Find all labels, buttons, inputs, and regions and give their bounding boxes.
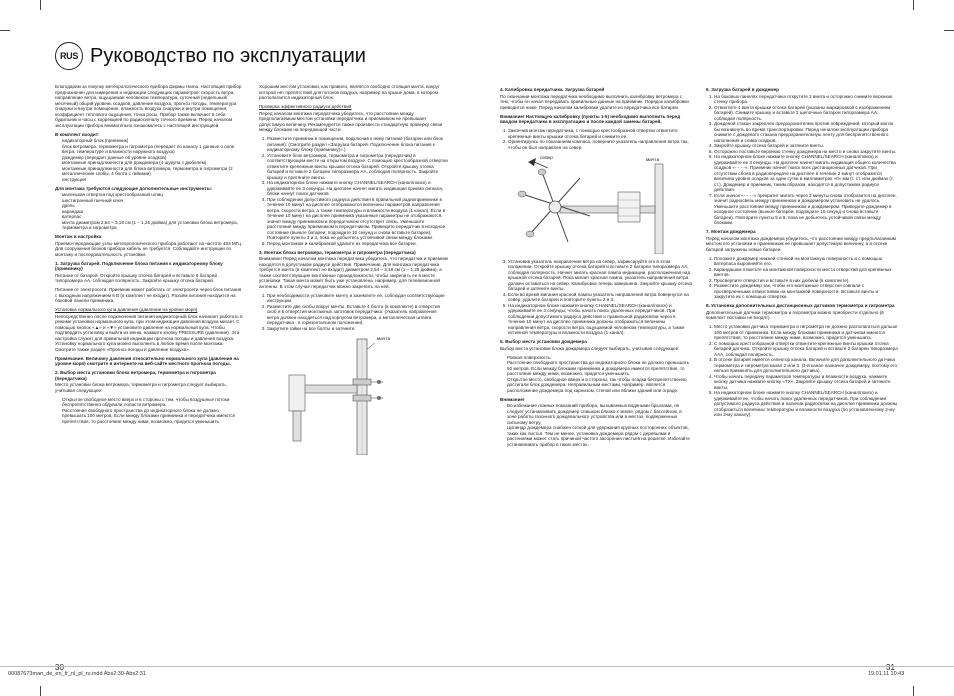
list-item: 2. Отвинтите 4 винта крышки отсека батарей (указаны маркировкой с изображением батарей). Снимите крышку и вставьте 2 щелочные батареи типоразмера АА, соблюдая полярность. — [714, 105, 898, 122]
footer-timestamp: 19.01.11 10:43 — [868, 671, 905, 677]
wind-vane-drawing — [500, 154, 690, 254]
page-number-left: 30 — [55, 663, 64, 672]
range-check-list — [259, 136, 449, 246]
mast-label: мачта — [646, 157, 660, 163]
page-number-right: 31 — [886, 663, 895, 672]
intro-text: Благодарим за покупку метеорологического прибора фирмы Hama. Настоящий прибор предназначен для измерения и индикации следующих параметров: скорость ветра, направление ветра, ощущаемая человеком температура, суточный (недельный/месячный) общий уровень осадков, давление воздуха, прогноз погоды, температура снаружи и внутри помещения, влажность воздуха снаружи и внутри помещения, коэффициент теплового ощущения, точка росы. Прибор также включает в себя будильник и часы с коррекцией по радиосигналу точного времени. Перед началом эксплуатации прибора внимательно ознакомьтесь с настоящей инструкцией. — [55, 84, 242, 128]
calibration-list-continued — [500, 259, 692, 336]
column-4 — [706, 84, 898, 659]
mast-drawing — [259, 335, 439, 455]
list-item: 5. На индикаторном блоке нажмите кнопку CHANNEL/SEARCH (канал/поиск) и удерживайте ее, чтобы начать поиск удаленных передатчиков. При соблюдении допустимого радиуса действия и наличии радиосвязи на дисплее приемника должны отобразиться величины температуры и влажности воздуха (по установленному 2-му или 3-му каналу). — [714, 390, 898, 418]
section-4-heading: 4. Калибровка передатчика. Загрузка батарей — [500, 87, 605, 92]
list-item: 3. Установив указатель направления ветра на север, зафиксируйте его в этом положении. Откройте крышку отсека батарей и вставьте 2 батареи типоразмера АА, соблюдая полярность. Начнет мигать красная лампа индикации, расположенная над крышкой отсека батарей. Пока мигает красная лампа, указатель направления ветра должен оставаться на север. Калибровка теперь завершена. Закройте крышку отсека батарей и затяните винты. — [508, 259, 692, 292]
list-item: • Открытое свободное место вверх и в стороны с тем, чтобы воздушные потоки беспрепятственно обдували лопасти ветромера. — [62, 397, 243, 408]
list-item: 2. С помощью крестообразной отвертки отвинтите крепежные винты крышки отсека батарей датчика. Откройте крышку отсека батарей и вставьте 2 батареи типоразмера ААА, соблюдая полярность. — [714, 341, 898, 358]
calibration-list — [500, 128, 692, 150]
section-5-heading: 5. Выбор места установки дождемера — [500, 339, 587, 344]
section-8-heading: 8. Установка дополнительных дистанционных датчиков термометра и гигрометра — [706, 303, 895, 308]
page-title: Руководство по эксплуатации — [90, 44, 366, 67]
list-item: • блок ветромера, термометра и гигрометра (передает по каналу 1 данные о силе ветра, температуре и влажности наружного воздуха) — [62, 144, 243, 155]
list-item: • монтажные принадлежности для дождемера (4 шурупа с дюбелем) — [62, 160, 243, 166]
list-item: 4. Закройте крышку отсека батарей и затяните винты. — [714, 143, 898, 149]
list-item: • инструкция — [62, 177, 243, 183]
wind-vane-illustration — [500, 154, 692, 254]
list-item: 3. Дождевой стакан закреплен предохранителем против повреждений, который могли бы возникнуть во время транспортировки. Перед началом эксплуатации прибора снимите с дождевого стакана предохранительную ленту для беспрепятственного наполнения и слива осадков. — [714, 121, 898, 143]
list-item: 4. Если во время мигания красной лампы указатель направления ветра повернулся на север, удалите батареи и повторите пункты 2 и 3. — [508, 292, 692, 303]
page-header — [55, 42, 366, 70]
crop-mark — [40, 686, 41, 696]
install-text: Приемо-передающие узлы метеорологического прибора работают на частоте 433 МГц. Для сооружения блоков прибора кабель не требуется. Соблюдайте инструкции по монтажу и последовательность установки. — [55, 240, 243, 257]
list-item: 3. В отсеке батарей имеется селектор канала. Включите для дополнительного датчика термометра и гигрометра канал 2 или 3. (1-й канал назначен дождемеру, поэтому его нельзя применять для дополнительного датчика). — [714, 357, 898, 374]
section-6-heading: 6. Загрузка батарей в дождемер — [706, 87, 779, 92]
section-8-text: Дополнительные датчики термометра и гигрометра можно приобрести отдельно (в комплект поставки не входят). — [706, 309, 884, 320]
section-2-heading: 2. Выбор места установки блока ветромера, термометра и гигрометра (передатчика) — [55, 370, 216, 381]
list-item: 5. На индикаторном блоке нажмите кнопку CHANNEL/SEARCH (канал/поиск) и удерживайте ее 3 секунды, чтобы начать поиск удаленных передатчиков. При соблюдении допустимого радиуса действия и правильной радиосвязи через в течение 10 минут на дисплее приемника должны отобразиться величины направления ветра, скорости ветра, ощущаемой человеком температуры, а также истинной температуры и влажности воздуха (1 канал). — [508, 303, 692, 336]
list-item: 1. На боковых панелях передатчика открутите 2 винта и осторожно снимите верхнюю стенку прибора. — [714, 94, 898, 105]
crop-mark — [913, 0, 914, 10]
section-5-warning-list — [500, 403, 692, 447]
list-item: • карандаш — [62, 209, 243, 215]
list-item: • Цилиндр дождемера снабжен сеткой для удержания крупных посторонних объектов, таких как листья. Тем не менее, установка дождемера рядом с деревьями и растениями может стать причиной частого засорения листьев на решетке. Избегайте устанавливать прибор в таких местах. — [507, 425, 692, 447]
column-2 — [259, 84, 449, 659]
section-7-text: Перед началом монтажа дождемера убедитесь, что расстояние между предполагаемым местом его установки и приемником не превышает допустимую величину, а в отсеке батарей загружены новые батареи. — [706, 235, 896, 252]
section-7-list — [706, 256, 898, 300]
list-item: 1. При необходимости установите мачту и заземлите ее, соблюдая соответствующие инструкции. — [267, 293, 449, 304]
placement-text: Хорошим местом установки, как правило, является свободно стоящая мачта, вокруг которой нет препятствий для потоков воздуха, например на крыше дома, в котором располагается индикаторный блок. — [259, 84, 440, 100]
list-item: • дождемер (передает данные об уровне осадков) — [62, 155, 243, 161]
list-item: • маленькая отвертка под крестообразный шлиц — [62, 192, 243, 198]
crop-mark — [0, 30, 10, 31]
list-item: • ватерпас — [62, 214, 243, 220]
column-1 — [55, 84, 243, 659]
footer-filename: 00087673man_de_en_fr_nl_pl_ru.indd Abs2:30-Abs2:31 — [8, 671, 146, 677]
section-2-text: Место установки блока ветромера, термометра и гигрометра следует выбирать, учитывая следующее: — [55, 382, 227, 393]
section-3-list — [259, 293, 449, 332]
section-3-heading: 3. Монтаж блока ветромера, термометра и гигрометра (передатчика) — [259, 249, 416, 255]
crop-mark — [40, 0, 41, 10]
section-5-list — [500, 355, 692, 394]
section-8-list — [706, 324, 898, 418]
section-5-warning-heading: Внимание! — [500, 396, 525, 402]
section-2-list — [55, 397, 243, 425]
list-item: 4. Чтобы начать передачу параметров температуры и влажности воздуха, нажмите кнопку датчика нажмите кнопку «TX». Закройте крышку отсека батарей и затяните винты. — [714, 374, 898, 391]
list-item: 2. Разместите две скобы вокруг мачты. Вставьте 4 болта (в комплекте) в отверстия скоб и в отверстия монтажных заготовок передатчика. (Указатель направления ветра должен находиться над корпусом ветромера, а металлическая штанга передатчика - в горизонтальном положении). — [267, 304, 449, 326]
list-item: • Ровная поверхность. — [507, 355, 692, 361]
list-item: 5. Осторожно поставьте верхнюю стенку дождемера на место и снова закрутите винты. — [714, 149, 898, 155]
list-item: • дрель — [62, 203, 243, 209]
list-item: 1. Положите дождемер нижней стенкой на монтажную поверхность и с помощью ватерпаса выровняйте его. — [714, 256, 898, 267]
list-item: 7. Если значок «- - - -» прекратит мигать через 2 минуты снова отобразится на дисплее, значит радиосвязь между приемником и дождемером установить не удалось. Уменьшите расстояние между приемником и дождемером. Приведите дождемер в исходное состояние (выньте батареи, подождите 10 секунд и снова вставьте батареи). Повторите пункты 5 и 6, пока не добьетесь устойчивой связи между блоками. — [714, 193, 898, 226]
list-item: 4. При соблюдении допустимого радиуса действия в правильной радиоприемнике в течение 10 минут на дисплее отображаются величины параметров направления ветра, скорости ветра, а также температуры и влажности воздуха (1 канал). Если в течение 10 минут на дисплее приемника указанные параметры не отображаются, значит между приемником и передатчиком отсутствует связь. Уменьшите расстояние между приемником и передатчиком. Приведите передатчик в исходное состояние (выньте батареи; подождите 10 секунд и снова вставьте батареи). Повторите пункты 3 и 4, пока не добьетесь устойчивой связи между блоками. — [267, 197, 449, 241]
list-item: 3. На индикаторном блоке нажмите кнопку CHANNEL/SEARCH (канал/поиск) и удерживайте ее 3 секунды. На дисплее начнет мигать индикация приема сигнала, блоки начнут поиск датчиков. — [267, 180, 449, 197]
section-1-text-2: Питание от электросети. Приемник может работать от электросети через блок питания с выходным напряжением 6 В (в комплект не входит). Разъем питания находится на боковой панели приемника. — [55, 287, 242, 303]
tools-list — [55, 192, 243, 231]
mast-mounting-illustration — [259, 335, 449, 455]
list-item: • индикаторный блок (приемник) — [62, 138, 243, 144]
north-label: север — [540, 155, 553, 161]
list-item: 5. Перед монтажом и калибровкой удалите из передатчика все батареи. — [267, 241, 449, 247]
list-item: 2. Карандашом отметьте на монтажной поверхности места отверстий для крепежных винтов. — [714, 267, 898, 278]
section-3-warning: Внимание! Перед началом монтажа передатчика убедитесь, что передатчик и приемник находятся в допустимом радиусе действия. Примечание. Для монтажа передатчика требуется мачта (в комплект не входит) диаметром 2,54 – 3,18 см (1 – 1,25 дюйма), а также соответствующие монтажные принадлежности, чтобы закрепить ее в месте установки. Такая мачта может быть уже установлена, например, для телевизионной антенны. В этом случае передатчик можно закрепить на ней. — [259, 256, 449, 289]
section-4-warning: Внимание! Настоящую калибровку (пункты 1-5) необходимо выполнить перед вводом передатчика в эксплуатацию и после каждой замены батарей. — [500, 113, 681, 124]
section-5-text: Выбор места установки блока дождемера следует выбирать, учитывая следующее: — [500, 345, 680, 351]
list-item: • Во избежание ложных показаний прибора, вызываемых водяными брызгами, не следует устанавливать дождемер слишком близко к земле, рядом с бассейном, в зоне работы газонного дождевального устройства или в местах, подверженных сильному ветру. — [507, 403, 692, 425]
crop-mark — [944, 30, 954, 31]
language-badge: RUS — [55, 42, 83, 70]
list-item: • шестигранный гаечный ключ — [62, 198, 243, 204]
list-item: 2. Ориентируясь по показаниям компаса, поверните указатель направления ветра так, чтобы он был направлен на север. — [508, 139, 692, 150]
pressure-subheading: Установка нормального купа давления (давление на уровне моря) — [55, 307, 198, 312]
list-item: 1. Место установки датчика термометра и гигрометра не должно располагаться дальше 100 метров от приемника. Если между блоками приемника и датчиком имеются препятствия, то расстояние между ними, возможно, придется уменьшить. — [714, 324, 898, 341]
mast-label: мачта — [377, 336, 391, 342]
section-1-heading: 1. Загрузка батарей. Подключение блока питания к индикаторному блоку (приемнику) — [55, 260, 223, 271]
section-4-text: По окончании монтажа передатчика необходимо выполнить калибровку ветромера с тем, чтобы он начал передавать правильные данные на приемник. Порядок калибровки приводится ниже. Перед началом калибровки удалите из передатчика все батареи. — [500, 93, 689, 110]
list-item: 4. Разместите дождемер так, чтобы его монтажные отверстия совпали с просверленными отверстиями на монтажной поверхности. Вставьте винты и закрутите их с помощью отвертки. — [714, 283, 898, 300]
list-item: • Расстояние свободного пространства до индикаторного блока не должно превышать 50 метров. Если между блоками приемника и дождемера имеются препятствия, то расстояние между ними, возможно, придется уменьшить. — [507, 360, 692, 377]
kit-list — [55, 138, 243, 182]
column-3 — [500, 84, 692, 659]
section-1-text-3: Непосредственно после подключения питания индикаторный блок начинает работать в режиме установки нормального купа, при этом индикация давления воздуха мигает. С помощью кнопок «▲» и «▼» установите давление на нормальный купа. Чтобы подтвердить установку и выйти из меню, нажмите кнопку PRESSURE (давление). Эта настройка служит для правильной индикации прогноза погоды и давления воздуха. Установку нормального купа можно выполнить в любое время после монтажа. Смотрите также раздел «Прогноз погоды и давление воздуха». — [55, 313, 243, 352]
list-item: 1. Закончив монтаж передатчика, с помощью крестообразной отвертки отвинтите крепежные винты крышки отсека батарей и снимите ее. — [508, 128, 692, 139]
tools-heading: Для монтажа требуются следующие дополнительные инструменты: — [55, 185, 213, 191]
list-item: 3. Закрутите гайки на все болты и затяните. — [267, 326, 449, 332]
crop-mark — [913, 686, 914, 696]
section-1-note: Примечание. Величину давления относительно нормального купа (давления на уровне моря) смотрите в интернете на веб-сайте местного прогноза погоды. — [55, 355, 239, 366]
section-6-list — [706, 94, 898, 226]
list-item: • мачта диаметром 2,54 – 3,18 см (1 – 1,25 дюйма) для установки блока ветромера, термометра и гигрометра — [62, 220, 243, 231]
install-heading: Монтаж и настройка — [55, 234, 102, 239]
range-check-heading: Проверка эффективного радиуса действия — [259, 104, 352, 109]
list-item: • Расстояние свободного пространства до индикаторного блока не должно превышать 100 метров. Если между блоками приемника и передатчика имеются препятствия, то расстояние между ними, возможно, придется уменьшить. — [62, 408, 243, 425]
list-item: 2. Установите блок ветромера, термометра и гигрометра (передатчик) в соответствующем месте на открытом воздухе. С помощью крестообразной отвертки отвинтите крепежные винты крышки отсека батарей. Откройте крышку отсека батарей и вставьте 2 батареи типоразмера АА, соблюдая полярность. Закройте крышку и притяните винты. — [267, 153, 449, 181]
section-1-text: Питание от батарей. Откройте крышку отсека батарей и вставьте 6 батарей типоразмера АА, соблюдая полярность. Закройте крышку отсека батарей. — [55, 272, 217, 283]
footer-divider — [0, 666, 954, 667]
list-item: 1. Разместите приемник в помещении, подключив к нему питание (батареи или блок питания). (Смотрите раздел «Загрузка батарей. Подключение блока питания к индикаторному блоку (приемнику)».) — [267, 136, 449, 153]
list-item: • Открытое место, свободное вверх и в стороны, так чтобы осадки беспрепятственно достигали блок дождемера. Неправильным местами, например, является расположение дождемера под карнизом, стеной или вблизи зданий или ограде. — [507, 377, 692, 394]
list-item: • монтажные принадлежности для блока ветромера, термометра и гигрометра (2 металлические скобы, 4 болта с гайками) — [62, 166, 243, 177]
kit-heading: В комплект входит: — [55, 131, 100, 137]
list-item: 6. На индикаторном блоке нажмите кнопку CHANNEL/SEARCH (канал/поиск) и удерживайте ее 3 секунды. На дисплее начнет мигать индикация общего количества осадков «- - - -». Приемник начнет поиск всех дистанционных датчиков. При отсутствии сбоев в радиопередаче на дисплее в течение 2 минут отобразится величина уровня осадков за одни сутки в миллиметрах «0» мм (т. ст. или дюймах (т. ст.). Дождемер и приемник, таким образом, находятся в допустимом радиусе действия. — [714, 154, 898, 193]
list-item: 3. Просверлите отверстия и вставьте в них дюбели (в комплекте). — [714, 278, 898, 284]
section-7-heading: 7. Монтаж дождемера — [706, 229, 756, 234]
range-check-text: Перед началом монтажа передатчика убедитесь, что расстояние между предполагаемым местом установки передатчика и приемником не превышает допустимую величину. Рекомендуется также произвести стандартную проверку связи между блоками на передающей части. — [259, 110, 443, 132]
